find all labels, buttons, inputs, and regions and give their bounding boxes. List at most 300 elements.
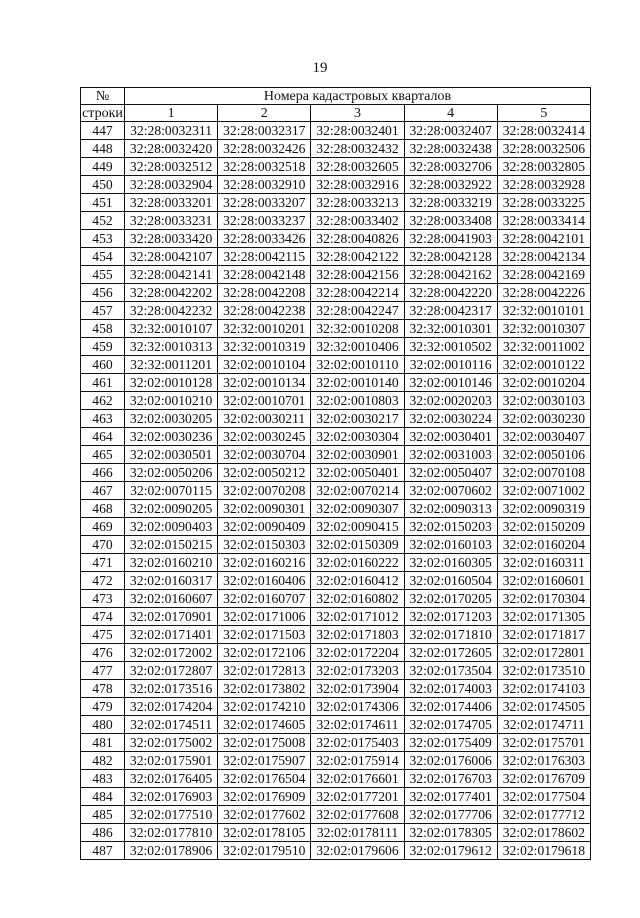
cadastral-number-cell: 32:02:0173802 — [218, 680, 311, 698]
row-number-cell: 447 — [81, 122, 125, 140]
header-row-top — [81, 88, 591, 105]
cadastral-number-cell: 32:02:0030704 — [218, 446, 311, 464]
cadastral-number-cell: 32:02:0160607 — [125, 590, 218, 608]
cadastral-number-cell: 32:32:0011002 — [497, 338, 590, 356]
cadastral-number-cell: 32:02:0175701 — [497, 734, 590, 752]
row-number-cell: 461 — [81, 374, 125, 392]
cadastral-number-cell: 32:02:0160311 — [497, 554, 590, 572]
table-row — [81, 500, 591, 518]
cadastral-number-cell: 32:02:0174003 — [404, 680, 497, 698]
cadastral-number-cell: 32:32:0011201 — [125, 356, 218, 374]
row-number-cell: 455 — [81, 266, 125, 284]
row-number-cell: 458 — [81, 320, 125, 338]
cadastral-number-cell: 32:02:0160707 — [218, 590, 311, 608]
row-number-cell: 476 — [81, 644, 125, 662]
cadastral-number-cell: 32:02:0160103 — [404, 536, 497, 554]
cadastral-number-cell: 32:02:0030230 — [497, 410, 590, 428]
cadastral-number-cell: 32:02:0179618 — [497, 842, 590, 860]
cadastral-number-cell: 32:02:0090403 — [125, 518, 218, 536]
cadastral-number-cell: 32:02:0010146 — [404, 374, 497, 392]
cadastral-number-cell: 32:28:0042317 — [404, 302, 497, 320]
cadastral-number-cell: 32:28:0032928 — [497, 176, 590, 194]
cadastral-number-cell: 32:28:0032910 — [218, 176, 311, 194]
cadastral-number-cell: 32:02:0177201 — [311, 788, 404, 806]
table-row — [81, 464, 591, 482]
row-number-cell: 471 — [81, 554, 125, 572]
cadastral-number-cell: 32:28:0033231 — [125, 212, 218, 230]
row-number-cell: 483 — [81, 770, 125, 788]
cadastral-number-cell: 32:02:0071002 — [497, 482, 590, 500]
cadastral-number-cell: 32:02:0010140 — [311, 374, 404, 392]
cadastral-number-cell: 32:02:0030901 — [311, 446, 404, 464]
cadastral-number-cell: 32:28:0033402 — [311, 212, 404, 230]
cadastral-number-cell: 32:02:0030224 — [404, 410, 497, 428]
cadastral-number-cell: 32:02:0171012 — [311, 608, 404, 626]
cadastral-number-cell: 32:02:0176303 — [497, 752, 590, 770]
row-number-cell: 462 — [81, 392, 125, 410]
cadastral-number-cell: 32:32:0010502 — [404, 338, 497, 356]
cadastral-number-cell: 32:28:0042220 — [404, 284, 497, 302]
table-row — [81, 806, 591, 824]
cadastral-number-cell: 32:02:0174204 — [125, 698, 218, 716]
table-row — [81, 824, 591, 842]
cadastral-number-cell: 32:02:0030245 — [218, 428, 311, 446]
cadastral-number-cell: 32:28:0042208 — [218, 284, 311, 302]
page-number: 19 — [312, 60, 328, 76]
cadastral-number-cell: 32:02:0176601 — [311, 770, 404, 788]
row-number-cell: 453 — [81, 230, 125, 248]
row-number-cell: 448 — [81, 140, 125, 158]
cadastral-number-cell: 32:02:0172807 — [125, 662, 218, 680]
table-row — [81, 176, 591, 194]
row-number-cell: 482 — [81, 752, 125, 770]
cadastral-number-cell: 32:28:0033213 — [311, 194, 404, 212]
cadastral-number-cell: 32:28:0033201 — [125, 194, 218, 212]
cadastral-number-cell: 32:02:0177706 — [404, 806, 497, 824]
cadastral-number-cell: 32:02:0178602 — [497, 824, 590, 842]
cadastral-number-cell: 32:28:0042141 — [125, 266, 218, 284]
cadastral-number-cell: 32:02:0030236 — [125, 428, 218, 446]
row-number-cell: 479 — [81, 698, 125, 716]
row-number-cell: 463 — [81, 410, 125, 428]
column-number-header: 4 — [404, 105, 497, 122]
cadastral-number-cell: 32:28:0040826 — [311, 230, 404, 248]
cadastral-number-cell: 32:02:0070108 — [497, 464, 590, 482]
cadastral-number-cell: 32:02:0010110 — [311, 356, 404, 374]
cadastral-number-cell: 32:28:0042214 — [311, 284, 404, 302]
cadastral-number-cell: 32:28:0033207 — [218, 194, 311, 212]
cadastral-number-cell: 32:02:0177504 — [497, 788, 590, 806]
cadastral-number-cell: 32:02:0090415 — [311, 518, 404, 536]
cadastral-number-cell: 32:02:0177608 — [311, 806, 404, 824]
row-number-cell: 465 — [81, 446, 125, 464]
cadastral-number-cell: 32:02:0175002 — [125, 734, 218, 752]
cadastral-number-cell: 32:28:0032432 — [311, 140, 404, 158]
cadastral-number-cell: 32:02:0171305 — [497, 608, 590, 626]
cadastral-number-cell: 32:02:0171803 — [311, 626, 404, 644]
cadastral-number-cell: 32:28:0042247 — [311, 302, 404, 320]
cadastral-number-cell: 32:02:0176504 — [218, 770, 311, 788]
table-row — [81, 338, 591, 356]
table-row — [81, 392, 591, 410]
cadastral-number-cell: 32:02:0010803 — [311, 392, 404, 410]
cadastral-number-cell: 32:02:0070115 — [125, 482, 218, 500]
table-row — [81, 752, 591, 770]
cadastral-number-cell: 32:02:0177712 — [497, 806, 590, 824]
cadastral-number-cell: 32:28:0032904 — [125, 176, 218, 194]
cadastral-number-cell: 32:28:0032438 — [404, 140, 497, 158]
table-row — [81, 248, 591, 266]
row-number-cell: 487 — [81, 842, 125, 860]
cadastral-number-cell: 32:02:0178105 — [218, 824, 311, 842]
cadastral-number-cell: 32:02:0173516 — [125, 680, 218, 698]
cadastral-number-cell: 32:02:0175409 — [404, 734, 497, 752]
cadastral-number-cell: 32:02:0160601 — [497, 572, 590, 590]
cadastral-number-cell: 32:02:0050206 — [125, 464, 218, 482]
row-number-cell: 464 — [81, 428, 125, 446]
row-number-cell: 485 — [81, 806, 125, 824]
cadastral-number-cell: 32:28:0032506 — [497, 140, 590, 158]
table-row — [81, 410, 591, 428]
table-body — [81, 122, 591, 860]
cadastral-number-cell: 32:02:0176903 — [125, 788, 218, 806]
cadastral-number-cell: 32:28:0033420 — [125, 230, 218, 248]
row-number-cell: 450 — [81, 176, 125, 194]
row-number-cell: 469 — [81, 518, 125, 536]
cadastral-number-cell: 32:28:0042122 — [311, 248, 404, 266]
cadastral-number-cell: 32:02:0050106 — [497, 446, 590, 464]
table-row — [81, 554, 591, 572]
row-number-cell: 484 — [81, 788, 125, 806]
cadastral-number-cell: 32:28:0041903 — [404, 230, 497, 248]
row-number-cell: 452 — [81, 212, 125, 230]
cadastral-number-cell: 32:02:0010210 — [125, 392, 218, 410]
row-number-cell: 475 — [81, 626, 125, 644]
cadastral-number-cell: 32:28:0032605 — [311, 158, 404, 176]
cadastral-number-cell: 32:28:0033219 — [404, 194, 497, 212]
table-row — [81, 770, 591, 788]
cadastral-number-cell: 32:02:0030501 — [125, 446, 218, 464]
cadastral-number-cell: 32:02:0176405 — [125, 770, 218, 788]
row-number-cell: 466 — [81, 464, 125, 482]
cadastral-number-cell: 32:32:0010313 — [125, 338, 218, 356]
cadastral-number-cell: 32:02:0030103 — [497, 392, 590, 410]
cadastral-number-cell: 32:02:0150209 — [497, 518, 590, 536]
cadastral-number-cell: 32:02:0171817 — [497, 626, 590, 644]
cadastral-number-cell: 32:02:0150303 — [218, 536, 311, 554]
cadastral-number-cell: 32:28:0042148 — [218, 266, 311, 284]
cadastral-number-cell: 32:28:0032706 — [404, 158, 497, 176]
table-row — [81, 518, 591, 536]
cadastral-number-cell: 32:28:0042226 — [497, 284, 590, 302]
table-row — [81, 320, 591, 338]
row-number-cell: 477 — [81, 662, 125, 680]
cadastral-number-cell: 32:02:0070602 — [404, 482, 497, 500]
cadastral-number-cell: 32:28:0042101 — [497, 230, 590, 248]
cadastral-number-cell: 32:02:0178305 — [404, 824, 497, 842]
cadastral-number-cell: 32:02:0031003 — [404, 446, 497, 464]
cadastral-number-cell: 32:28:0042134 — [497, 248, 590, 266]
cadastral-number-cell: 32:02:0160222 — [311, 554, 404, 572]
cadastral-number-cell: 32:02:0010134 — [218, 374, 311, 392]
cadastral-number-cell: 32:02:0176709 — [497, 770, 590, 788]
cadastral-number-cell: 32:02:0030407 — [497, 428, 590, 446]
cadastral-number-cell: 32:02:0172002 — [125, 644, 218, 662]
table-row — [81, 572, 591, 590]
cadastral-number-cell: 32:02:0050407 — [404, 464, 497, 482]
cadastral-number-cell: 32:02:0030217 — [311, 410, 404, 428]
cadastral-number-cell: 32:28:0042232 — [125, 302, 218, 320]
row-number-cell: 486 — [81, 824, 125, 842]
cadastral-number-cell: 32:02:0030211 — [218, 410, 311, 428]
table-row — [81, 626, 591, 644]
cadastral-number-cell: 32:28:0033414 — [497, 212, 590, 230]
cadastral-number-cell: 32:02:0173904 — [311, 680, 404, 698]
cadastral-number-cell: 32:28:0032414 — [497, 122, 590, 140]
row-number-cell: 468 — [81, 500, 125, 518]
cadastral-number-cell: 32:02:0176006 — [404, 752, 497, 770]
cadastral-number-cell: 32:02:0173510 — [497, 662, 590, 680]
table-row — [81, 716, 591, 734]
cadastral-number-cell: 32:02:0070214 — [311, 482, 404, 500]
cadastral-number-cell: 32:02:0174406 — [404, 698, 497, 716]
cadastral-number-cell: 32:28:0032407 — [404, 122, 497, 140]
cadastral-number-cell: 32:32:0010107 — [125, 320, 218, 338]
cadastral-number-cell: 32:02:0090319 — [497, 500, 590, 518]
cadastral-number-cell: 32:02:0171006 — [218, 608, 311, 626]
cadastral-number-cell: 32:32:0010101 — [497, 302, 590, 320]
row-number-cell: 480 — [81, 716, 125, 734]
column-number-header: 5 — [497, 105, 590, 122]
row-number-cell: 481 — [81, 734, 125, 752]
cadastral-number-cell: 32:02:0175403 — [311, 734, 404, 752]
cadastral-number-cell: 32:02:0174605 — [218, 716, 311, 734]
cadastral-number-cell: 32:02:0178111 — [311, 824, 404, 842]
cadastral-number-cell: 32:32:0010319 — [218, 338, 311, 356]
row-number-cell: 454 — [81, 248, 125, 266]
table-row — [81, 536, 591, 554]
table-header — [81, 88, 591, 122]
cadastral-number-cell: 32:28:0042162 — [404, 266, 497, 284]
table-row — [81, 284, 591, 302]
cadastral-number-cell: 32:02:0160210 — [125, 554, 218, 572]
cadastral-number-cell: 32:02:0176703 — [404, 770, 497, 788]
cadastral-number-cell: 32:28:0032805 — [497, 158, 590, 176]
cadastral-number-cell: 32:28:0033237 — [218, 212, 311, 230]
cadastral-number-cell: 32:02:0177510 — [125, 806, 218, 824]
cadastral-number-cell: 32:02:0010128 — [125, 374, 218, 392]
cadastral-number-cell: 32:02:0179612 — [404, 842, 497, 860]
table-row — [81, 230, 591, 248]
table-row — [81, 698, 591, 716]
cadastral-number-cell: 32:32:0010208 — [311, 320, 404, 338]
cadastral-number-cell: 32:02:0030304 — [311, 428, 404, 446]
table-row — [81, 194, 591, 212]
cadastral-number-cell: 32:02:0174611 — [311, 716, 404, 734]
cadastral-number-cell: 32:02:0172801 — [497, 644, 590, 662]
row-number-cell: 459 — [81, 338, 125, 356]
table-row — [81, 302, 591, 320]
cadastral-number-cell: 32:02:0010122 — [497, 356, 590, 374]
cadastral-number-cell: 32:02:0020203 — [404, 392, 497, 410]
cadastral-number-cell: 32:02:0174103 — [497, 680, 590, 698]
cadastral-number-cell: 32:28:0033408 — [404, 212, 497, 230]
cadastral-number-cell: 32:02:0160204 — [497, 536, 590, 554]
table-row — [81, 734, 591, 752]
table-row — [81, 590, 591, 608]
cadastral-number-cell: 32:28:0042156 — [311, 266, 404, 284]
cadastral-number-cell: 32:02:0050212 — [218, 464, 311, 482]
cadastral-number-cell: 32:32:0010307 — [497, 320, 590, 338]
cadastral-number-cell: 32:02:0174711 — [497, 716, 590, 734]
column-number-header: 2 — [218, 105, 311, 122]
row-number-header-bottom: строки — [82, 105, 123, 121]
cadastral-number-cell: 32:28:0042202 — [125, 284, 218, 302]
cadastral-number-cell: 32:32:0010406 — [311, 338, 404, 356]
table-row — [81, 374, 591, 392]
cadastral-number-cell: 32:02:0172813 — [218, 662, 311, 680]
cadastral-number-cell: 32:02:0090307 — [311, 500, 404, 518]
row-number-cell: 457 — [81, 302, 125, 320]
cadastral-number-cell: 32:02:0177810 — [125, 824, 218, 842]
cadastral-number-cell: 32:02:0171203 — [404, 608, 497, 626]
cadastral-number-cell: 32:02:0050401 — [311, 464, 404, 482]
cadastral-number-cell: 32:02:0178906 — [125, 842, 218, 860]
cadastral-number-cell: 32:02:0176909 — [218, 788, 311, 806]
cadastral-number-cell: 32:02:0010116 — [404, 356, 497, 374]
cadastral-number-cell: 32:02:0172106 — [218, 644, 311, 662]
cadastral-number-cell: 32:02:0174505 — [497, 698, 590, 716]
cadastral-number-cell: 32:02:0150215 — [125, 536, 218, 554]
cadastral-table — [80, 87, 591, 860]
row-number-cell: 478 — [81, 680, 125, 698]
cadastral-number-cell: 32:28:0042107 — [125, 248, 218, 266]
cadastral-number-cell: 32:02:0179606 — [311, 842, 404, 860]
cadastral-number-cell: 32:02:0160412 — [311, 572, 404, 590]
row-number-cell: 460 — [81, 356, 125, 374]
table-row — [81, 158, 591, 176]
cadastral-number-cell: 32:02:0175914 — [311, 752, 404, 770]
cadastral-number-cell: 32:28:0033225 — [497, 194, 590, 212]
table-row — [81, 644, 591, 662]
table-row — [81, 356, 591, 374]
cadastral-number-cell: 32:02:0174306 — [311, 698, 404, 716]
header-row-bottom — [81, 105, 591, 122]
cadastral-number-cell: 32:02:0090301 — [218, 500, 311, 518]
row-number-cell: 470 — [81, 536, 125, 554]
cadastral-number-cell: 32:02:0030205 — [125, 410, 218, 428]
table-row — [81, 266, 591, 284]
cadastral-number-cell: 32:02:0160406 — [218, 572, 311, 590]
table-row — [81, 212, 591, 230]
row-number-header-top: № — [81, 88, 125, 105]
cadastral-number-cell: 32:28:0032420 — [125, 140, 218, 158]
cadastral-number-cell: 32:02:0171503 — [218, 626, 311, 644]
cadastral-number-cell: 32:02:0090409 — [218, 518, 311, 536]
cadastral-number-cell: 32:02:0010204 — [497, 374, 590, 392]
cadastral-number-cell: 32:02:0170205 — [404, 590, 497, 608]
cadastral-number-cell: 32:02:0160305 — [404, 554, 497, 572]
table-row — [81, 446, 591, 464]
cadastral-number-cell: 32:28:0042169 — [497, 266, 590, 284]
cadastral-number-cell: 32:02:0179510 — [218, 842, 311, 860]
cadastral-number-cell: 32:28:0032922 — [404, 176, 497, 194]
table-row — [81, 122, 591, 140]
cadastral-number-cell: 32:28:0032916 — [311, 176, 404, 194]
cadastral-number-cell: 32:02:0160504 — [404, 572, 497, 590]
table-row — [81, 788, 591, 806]
table-row — [81, 842, 591, 860]
cadastral-number-cell: 32:02:0173504 — [404, 662, 497, 680]
cadastral-number-cell: 32:28:0032512 — [125, 158, 218, 176]
cadastral-number-cell: 32:28:0032401 — [311, 122, 404, 140]
cadastral-number-cell: 32:28:0032426 — [218, 140, 311, 158]
cadastral-number-cell: 32:02:0173203 — [311, 662, 404, 680]
cadastral-number-cell: 32:02:0150203 — [404, 518, 497, 536]
cadastral-number-cell: 32:02:0160216 — [218, 554, 311, 572]
cadastral-number-cell: 32:28:0042238 — [218, 302, 311, 320]
row-number-cell: 449 — [81, 158, 125, 176]
table-row — [81, 482, 591, 500]
table-row — [81, 140, 591, 158]
row-number-cell: 472 — [81, 572, 125, 590]
row-number-cell: 451 — [81, 194, 125, 212]
cadastral-number-cell: 32:28:0042115 — [218, 248, 311, 266]
cadastral-number-cell: 32:02:0010701 — [218, 392, 311, 410]
column-number-header: 1 — [125, 105, 218, 122]
column-number-header: 3 — [311, 105, 404, 122]
cadastral-number-cell: 32:02:0171401 — [125, 626, 218, 644]
cadastral-number-cell: 32:02:0175008 — [218, 734, 311, 752]
cadastral-number-cell: 32:32:0010201 — [218, 320, 311, 338]
cadastral-number-cell: 32:28:0033426 — [218, 230, 311, 248]
cadastral-number-cell: 32:28:0042128 — [404, 248, 497, 266]
cadastral-number-cell: 32:02:0150309 — [311, 536, 404, 554]
group-header: Номера кадастровых кварталов — [125, 88, 591, 105]
cadastral-number-cell: 32:02:0174210 — [218, 698, 311, 716]
table-row — [81, 680, 591, 698]
row-number-cell: 473 — [81, 590, 125, 608]
cadastral-number-cell: 32:02:0177602 — [218, 806, 311, 824]
cadastral-number-cell: 32:02:0174705 — [404, 716, 497, 734]
cadastral-number-cell: 32:02:0175907 — [218, 752, 311, 770]
table-row — [81, 662, 591, 680]
cadastral-number-cell: 32:02:0160802 — [311, 590, 404, 608]
row-number-cell: 467 — [81, 482, 125, 500]
row-number-cell: 474 — [81, 608, 125, 626]
cadastral-number-cell: 32:02:0030401 — [404, 428, 497, 446]
cadastral-number-cell: 32:02:0177401 — [404, 788, 497, 806]
cadastral-number-cell: 32:02:0172605 — [404, 644, 497, 662]
cadastral-number-cell: 32:02:0175901 — [125, 752, 218, 770]
table-row — [81, 428, 591, 446]
cadastral-number-cell: 32:02:0070208 — [218, 482, 311, 500]
cadastral-number-cell: 32:02:0171810 — [404, 626, 497, 644]
cadastral-number-cell: 32:02:0172204 — [311, 644, 404, 662]
cadastral-number-cell: 32:02:0090205 — [125, 500, 218, 518]
cadastral-number-cell: 32:02:0174511 — [125, 716, 218, 734]
row-number-cell: 456 — [81, 284, 125, 302]
cadastral-number-cell: 32:02:0090313 — [404, 500, 497, 518]
cadastral-number-cell: 32:28:0032518 — [218, 158, 311, 176]
cadastral-number-cell: 32:02:0160317 — [125, 572, 218, 590]
cadastral-number-cell: 32:02:0170304 — [497, 590, 590, 608]
cadastral-number-cell: 32:28:0032311 — [125, 122, 218, 140]
table-row — [81, 608, 591, 626]
cadastral-number-cell: 32:02:0010104 — [218, 356, 311, 374]
cadastral-number-cell: 32:32:0010301 — [404, 320, 497, 338]
cadastral-number-cell: 32:28:0032317 — [218, 122, 311, 140]
